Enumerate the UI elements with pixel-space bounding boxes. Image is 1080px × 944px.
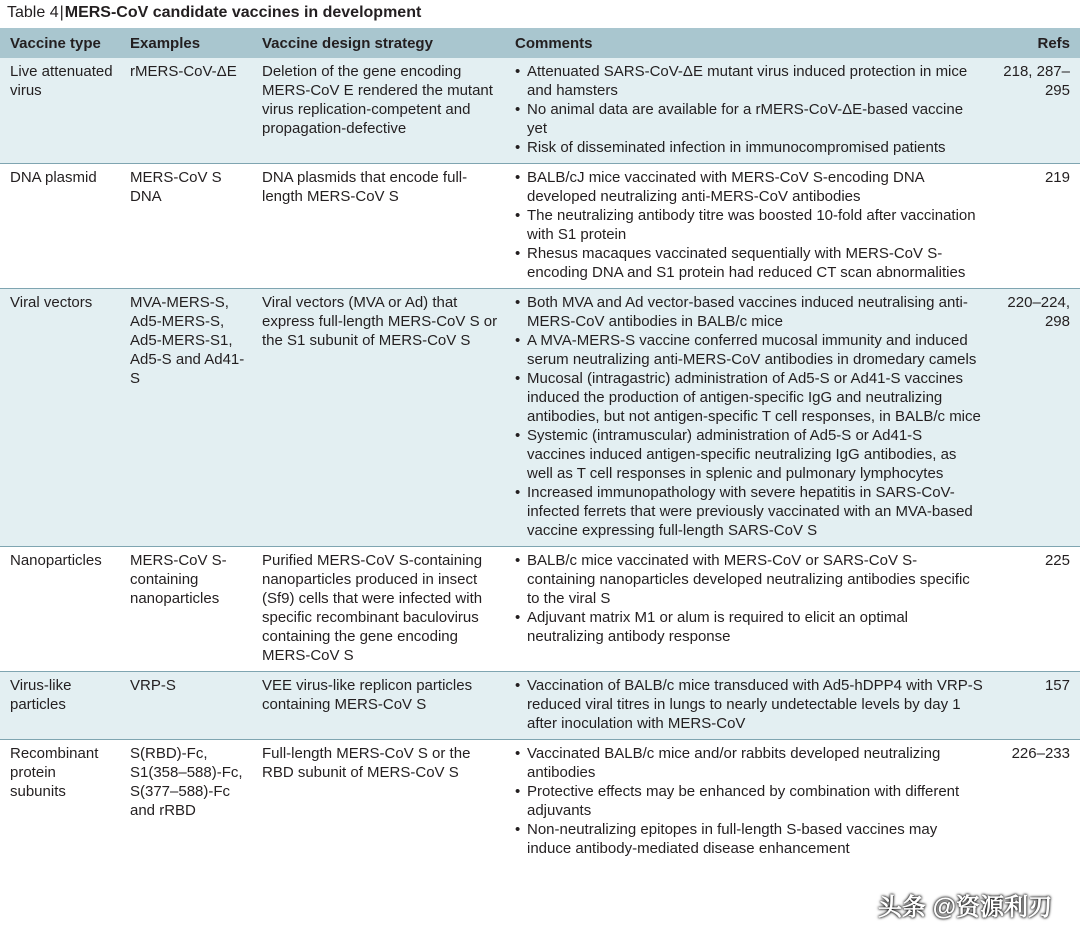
comment-list <box>515 293 984 540</box>
cell-vaccine-type: Live attenuated virus <box>0 58 120 164</box>
table-row <box>0 289 1080 547</box>
comment-item: • Mucosal (intragastric) administration of Ad5-S or Ad41-S vaccines induced the production of antigen-specific IgG and neutralizing antibodies, but not antigen-specific T cell responses, in BALB/c mice <box>515 369 984 426</box>
cell-refs: 220–224, 298 <box>990 289 1080 547</box>
column-header-examples: Examples <box>120 28 252 58</box>
comment-list <box>515 62 984 157</box>
cell-examples: MERS-CoV S DNA <box>120 164 252 289</box>
cell-refs: 225 <box>990 547 1080 672</box>
comment-item: • Adjuvant matrix M1 or alum is required to elicit an optimal neutralizing antibody response <box>515 608 984 646</box>
cell-refs: 226–233 <box>990 740 1080 865</box>
cell-vaccine-type: DNA plasmid <box>0 164 120 289</box>
comment-item: • BALB/cJ mice vaccinated with MERS-CoV S-encoding DNA developed neutralizing anti-MERS-CoV antibodies <box>515 168 984 206</box>
table-number: Table 4 <box>7 4 59 21</box>
cell-examples: MERS-CoV S-containing nanoparticles <box>120 547 252 672</box>
comment-list <box>515 676 984 733</box>
column-header-comments: Comments <box>505 28 990 58</box>
comment-item: • No animal data are available for a rMERS-CoV-ΔE-based vaccine yet <box>515 100 984 138</box>
column-header-refs: Refs <box>990 28 1080 58</box>
column-header-design-strategy: Vaccine design strategy <box>252 28 505 58</box>
comment-item: • Both MVA and Ad vector-based vaccines induced neutralising anti-MERS-CoV antibodies in BALB/c mice <box>515 293 984 331</box>
cell-design-strategy: Purified MERS-CoV S-containing nanoparticles produced in insect (Sf9) cells that were infected with specific recombinant baculovirus containing the gene encoding MERS-CoV S <box>252 547 505 672</box>
cell-vaccine-type: Recombinant protein subunits <box>0 740 120 865</box>
cell-refs: 219 <box>990 164 1080 289</box>
comment-item: • Rhesus macaques vaccinated sequentially with MERS-CoV S-encoding DNA and S1 protein had reduced CT scan abnormalities <box>515 244 984 282</box>
table-row <box>0 740 1080 865</box>
comment-item: • A MVA-MERS-S vaccine conferred mucosal immunity and induced serum neutralizing anti-MERS-CoV antibodies in dromedary camels <box>515 331 984 369</box>
cell-vaccine-type: Viral vectors <box>0 289 120 547</box>
table-row <box>0 672 1080 740</box>
column-header-vaccine-type: Vaccine type <box>0 28 120 58</box>
cell-design-strategy: Deletion of the gene encoding MERS-CoV E rendered the mutant virus replication-competent and propagation-defective <box>252 58 505 164</box>
cell-comments <box>505 672 990 740</box>
cell-refs: 218, 287–295 <box>990 58 1080 164</box>
caption-separator: | <box>59 4 64 21</box>
comment-item: • Systemic (intramuscular) administration of Ad5-S or Ad41-S vaccines induced antigen-specific neutralizing IgG antibodies, as well as T cell responses in splenic and pulmonary lymphocytes <box>515 426 984 483</box>
vaccine-table <box>0 28 1080 864</box>
comment-list <box>515 168 984 282</box>
comment-item: • Vaccination of BALB/c mice transduced with Ad5-hDPP4 with VRP-S reduced viral titres in lungs to nearly undetectable levels by day 1 after inoculation with MERS-CoV <box>515 676 984 733</box>
cell-comments <box>505 547 990 672</box>
table-row <box>0 58 1080 164</box>
cell-design-strategy: VEE virus-like replicon particles containing MERS-CoV S <box>252 672 505 740</box>
comment-item: • Protective effects may be enhanced by combination with different adjuvants <box>515 782 984 820</box>
cell-comments <box>505 58 990 164</box>
cell-vaccine-type: Nanoparticles <box>0 547 120 672</box>
cell-comments <box>505 289 990 547</box>
comment-list <box>515 551 984 646</box>
comment-item: • Increased immunopathology with severe hepatitis in SARS-CoV-infected ferrets that were previously vaccinated with an MVA-based vaccine expressing full-length SARS-CoV S <box>515 483 984 540</box>
comment-list <box>515 744 984 858</box>
cell-comments <box>505 740 990 865</box>
comment-item: • Attenuated SARS-CoV-ΔE mutant virus induced protection in mice and hamsters <box>515 62 984 100</box>
table-header-row <box>0 28 1080 58</box>
cell-refs: 157 <box>990 672 1080 740</box>
comment-item: • Risk of disseminated infection in immunocompromised patients <box>515 138 984 157</box>
cell-examples: MVA-MERS-S, Ad5-MERS-S, Ad5-MERS-S1, Ad5-S and Ad41-S <box>120 289 252 547</box>
cell-examples: rMERS-CoV-ΔE <box>120 58 252 164</box>
table-row <box>0 547 1080 672</box>
table-title: MERS-CoV candidate vaccines in development <box>64 4 422 21</box>
cell-comments <box>505 164 990 289</box>
comment-item: • BALB/c mice vaccinated with MERS-CoV or SARS-CoV S-containing nanoparticles developed neutralizing antibodies specific to the viral S <box>515 551 984 608</box>
cell-design-strategy: DNA plasmids that encode full-length MERS-CoV S <box>252 164 505 289</box>
cell-design-strategy: Full-length MERS-CoV S or the RBD subunit of MERS-CoV S <box>252 740 505 865</box>
table-row <box>0 164 1080 289</box>
cell-design-strategy: Viral vectors (MVA or Ad) that express full-length MERS-CoV S or the S1 subunit of MERS-CoV S <box>252 289 505 547</box>
watermark: 头条 @资源利刃 <box>877 894 1052 921</box>
table-body <box>0 58 1080 864</box>
cell-examples: VRP-S <box>120 672 252 740</box>
cell-vaccine-type: Virus-like particles <box>0 672 120 740</box>
comment-item: • Non-neutralizing epitopes in full-length S-based vaccines may induce antibody-mediated disease enhancement <box>515 820 984 858</box>
cell-examples: S(RBD)-Fc, S1(358–588)-Fc, S(377–588)-Fc and rRBD <box>120 740 252 865</box>
table-caption <box>7 3 421 23</box>
comment-item: • The neutralizing antibody titre was boosted 10-fold after vaccination with S1 protein <box>515 206 984 244</box>
comment-item: • Vaccinated BALB/c mice and/or rabbits developed neutralizing antibodies <box>515 744 984 782</box>
